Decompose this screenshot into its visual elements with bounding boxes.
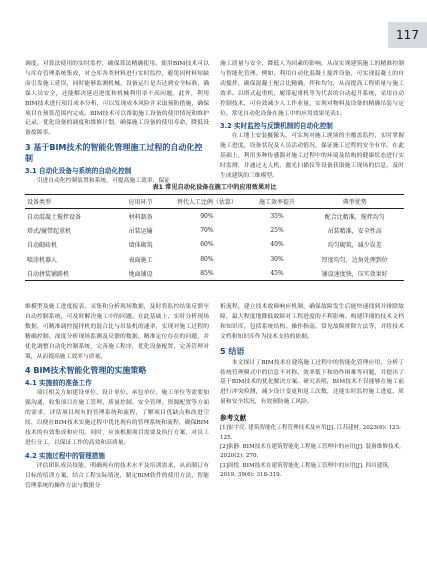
table-row	[25, 238, 404, 252]
table-caption: 表1 常见自动化设备在施工中的应用效果对比	[152, 184, 277, 191]
paragraph: 施工质量与安全，降低人为因素的影响，从而实现建筑施工的精准控制与智能化管理。例如，利用自动化混凝土搅拌设备，可实现混凝土的自动搅拌，确保混凝土配合比精确，拌和均匀，从而提高工程质量与施工效率。以塔式起重机、履带起重机等为代表的自动起升系统，采用自动控制技术，可有效减少人工作业量，实现对物料及设备的精确吊装与定位。常见自动化设备在施工中的应用效果见表1。	[220, 61, 404, 117]
paragraph: 引进自动化控制装置和系统，可提高施工效率，保证	[36, 178, 170, 185]
section-3-2-heading: 3.2 实时监控与反馈机制的自动化控制	[220, 122, 333, 131]
paragraph: 项目相关方如建设单位、设计单位、承包单位、施工单位等需要加强沟通，收集项目在施工管理、质量控制、安全管理、资源配置等方面的需求，评估项目现有的管理系统和流程，了解项目优缺点和改进空间，以便在BIM技术实施过程中优化现有的管理系统和流程，确保BIM技术的有效集成和应用。同时，应该根据项目需要及执行方案，对员工进行分工，以保证工作的高效和高质量。	[25, 390, 209, 446]
top-left-column	[25, 60, 209, 187]
table-header: 施工效率提升	[249, 195, 306, 209]
table-cell: 60%	[200, 241, 214, 249]
table-header: 设备类型	[25, 195, 116, 209]
table-cell: 地面铺设	[116, 266, 165, 281]
table-header-row	[25, 195, 404, 209]
table-cell: 35%	[270, 212, 284, 220]
section-4-1-heading: 4.1 实施前的准备工作	[25, 379, 92, 388]
table-cell: 45%	[249, 266, 306, 281]
paragraph: 本文探讨了BIM技术在建筑施工过程中的智能化管理应用，分析了传统管理模式中的信息不对称、效率低下和协作困难等问题，并提出了基于BIM技术的优化解决方案。研究表明，BIM技术不仅能够在施工前进行冲突检测，减少设计变更和返工次数，还能实时监控施工进度、质量和安全状况，有效预防施工风险。	[220, 359, 404, 406]
table-cell: 吊装精准，安全性高	[327, 227, 382, 235]
bottom-right-column	[220, 303, 404, 481]
table-cell: 自动混凝土搅拌设备	[27, 213, 82, 221]
table-header: 替代人工比例（估算）	[165, 195, 248, 209]
table-cell: 自动拼装铺路机	[25, 266, 116, 281]
table-cell: 厚度均匀，边角处理到位	[321, 256, 388, 264]
table-cell: 配合比精准，搅拌均匀	[324, 213, 385, 221]
reference-item: [3]周悦. BIM技术在建筑智能化工程施工管理中的应用[J]. 四川建筑, 2019, 39(6): 318-319.	[220, 462, 390, 479]
references-heading: 参考文献	[220, 414, 247, 423]
table-cell: 墙体砌筑	[128, 242, 153, 250]
table-cell: 材料制备	[128, 213, 153, 221]
section-3-heading: 3 基于BIM技术的智能化管理施工过程的自动化控制	[25, 143, 203, 164]
table-cell: 40%	[270, 241, 284, 249]
table-cell: 85%	[165, 266, 248, 281]
table-row	[25, 223, 404, 237]
table-header: 应用环节	[116, 195, 165, 209]
page-number: 117	[396, 28, 419, 42]
data-table	[25, 194, 404, 281]
table-cell: 塔式/履带起重机	[27, 227, 72, 235]
paragraph: 析流程。建立技术故障响应机制，确保故障发生后能快速找到并排除故障，最大程度地降低故障对工程进度的不利影响。构建详细的技术文档和知识库，包括系统结构、操作指南、常见故障排除方法等，并将技术文档和知识库作为技术支持的依据。	[220, 304, 404, 340]
reference-item: [2]张静. BIM技术在建筑智能化工程施工管理中的应用[J]. 装备维修技术, 2020(2): 270.	[220, 443, 401, 460]
section-3-1-heading: 3.1 自动化设备与系统的自动化控制	[25, 167, 132, 176]
table-cell: 70%	[200, 226, 214, 234]
table-cell: 均匀砌筑，减少误差	[327, 242, 382, 250]
section-5-heading: 5 结语	[220, 346, 245, 356]
table-cell: 90%	[200, 212, 214, 220]
paragraph: 调度。对算法使用的实时监控，确保算法精确使用。使用BIM技术可以与库存管理系统集成，对仓库各类材料进行实时监控，避免因材料短缺而引发施工延误，同时能够监测机械、设备运行是否达到安全标准，确保人员安全，还能解决延迟进度和机械利用率不高问题。此外，利用BIM技术进行项目成本分析，可以发现成本风险并采取预防措施，确保项目在预算范围内完成。BIM技术可以帮助施工设备的使用情况和维护记录，优化设备的调度和维修计划，确保施工设备的使用寿命，降低设备故障率。	[25, 61, 209, 137]
table-row	[25, 252, 404, 266]
paragraph: 维模型及施工进度报表。采集和分析现场数据，及时将监控结果反馈至自动控制系统，可及时解决施工中的问题。在此基础上，实时分析现场数据，可精准调控搅拌机的混合比与吊装机的速率，实现对施工过程的精确控制。深度分析现场监测及反馈的数据，精准定位存在的问题，并优化调整自动化控制系统，完善施工程序，优化设备配置，完善管理对策，从而提高施工效率与质量。	[25, 304, 209, 360]
table-cell: 80%	[200, 255, 214, 263]
table-cell: 25%	[270, 226, 284, 234]
paragraph: 评估团队成员技能，明确现有的技术水平及培训需求，从而制订有目标的培训方案。结合工程实际情况，制定BIM软件的使用方法、智能管理系统的操作方法与数据分	[25, 462, 209, 489]
table-row	[25, 266, 404, 281]
paragraph: 在工地上安装摄像头，可实现对施工现场的全覆盖监控，实时掌握施工进度，设备状况及人员活动情况，保证施工过程的安全有序。在此基础上，利用多种传感器对施工过程中的环境及结构的健康状态进行实时监测，并通过无人机、激光扫描仪等设备获取施工现场的信息，及时生成建筑的三维模型。	[220, 133, 404, 180]
table-cell: 自动砌砖机	[27, 242, 58, 250]
table-cell: 喷涂机器人	[27, 256, 58, 264]
table-cell: 30%	[270, 255, 284, 263]
table-cell: 铺设速度快，压实效果好	[305, 266, 404, 281]
table-header: 典型优势	[305, 195, 404, 209]
table-row	[25, 209, 404, 224]
bottom-left-column	[25, 303, 209, 492]
top-right-column	[220, 60, 404, 182]
section-4-2-heading: 4.2 实施过程中的管理措施	[25, 451, 105, 460]
page-number-tab	[388, 22, 427, 48]
section-4-heading: 4 BIM技术智能化管理的实施策略	[25, 366, 147, 376]
table-cell: 表面施工	[128, 256, 153, 264]
reference-item: [1]崔宇亮. 建筑智能化工程管理技术及应用[J]. 江苏建材, 2023(6): 123-125.	[220, 425, 402, 441]
table-cell: 吊装运输	[128, 227, 153, 235]
